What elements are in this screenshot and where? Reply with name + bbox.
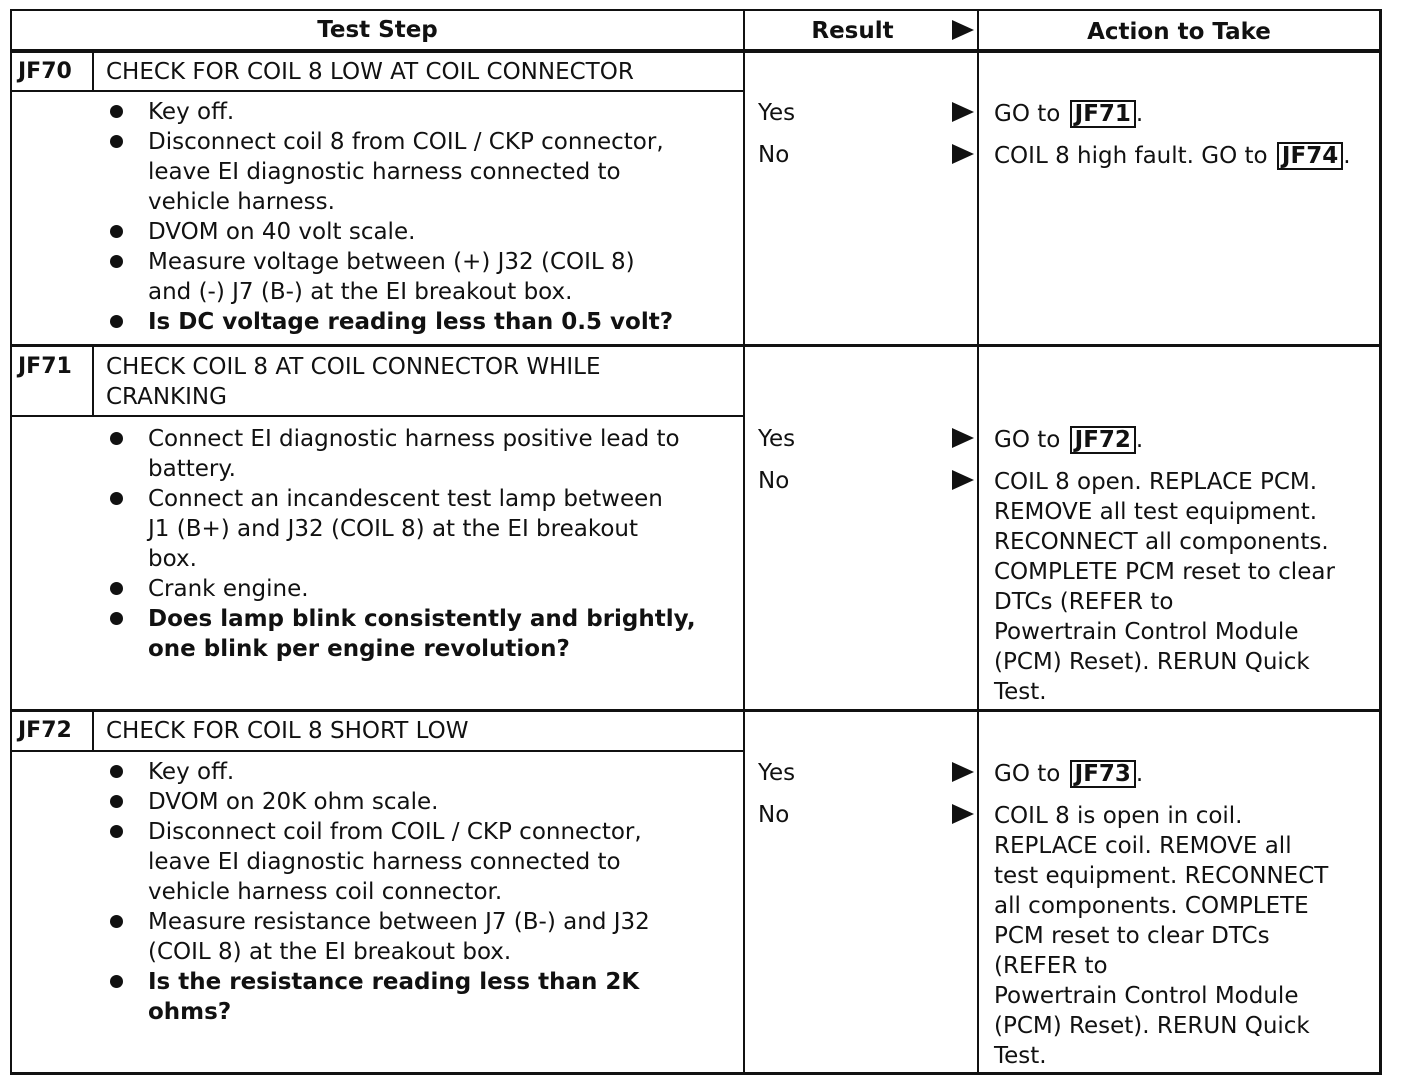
bullet-icon — [110, 975, 123, 988]
result-yes-jf70: Yes — [758, 100, 796, 126]
action-no-jf71: COIL 8 open. REPLACE PCM. REMOVE all test equipment. RECONNECT all components. COMPLETE PCM reset to clear DTCs (REFER to Powertrain Control Module (PCM) Reset). RERUN Quick Test. — [994, 469, 1335, 705]
list-item-cont: vehicle harness. — [148, 189, 335, 215]
step-bullets-jf72 — [106, 757, 650, 1027]
jf71-title-underline — [10, 415, 745, 417]
list-item: Key off. — [106, 97, 673, 127]
bullet-icon — [110, 765, 123, 778]
bullet-icon — [110, 105, 123, 118]
bullet-icon — [110, 255, 123, 268]
arrow-yes-jf70-icon — [952, 102, 974, 122]
ref-jf73-link[interactable]: JF73 — [1070, 760, 1136, 788]
arrow-no-jf71-icon — [952, 470, 974, 490]
header-bottom-border — [10, 49, 1382, 53]
bullet-icon — [110, 315, 123, 328]
bullet-icon — [110, 825, 123, 838]
list-item-cont: one blink per engine revolution? — [148, 636, 570, 662]
list-item: Connect EI diagnostic harness positive lead to — [106, 424, 696, 454]
col-divider-test-result — [743, 9, 745, 1075]
list-item: DVOM on 20K ohm scale. — [106, 787, 650, 817]
bullet-icon — [110, 915, 123, 928]
ref-jf74-link[interactable]: JF74 — [1277, 142, 1343, 170]
table-right-border — [1379, 9, 1382, 1075]
jf72-id-divider — [92, 711, 94, 752]
list-item: Key off. — [106, 757, 650, 787]
result-no-jf71: No — [758, 468, 790, 494]
arrow-yes-jf71-icon — [952, 428, 974, 448]
row-separator-jf70-jf71 — [10, 344, 1382, 347]
ref-jf71-link[interactable]: JF71 — [1070, 100, 1136, 128]
header-test-step: Test Step — [317, 17, 438, 43]
step-title-jf70: CHECK FOR COIL 8 LOW AT COIL CONNECTOR — [106, 59, 634, 85]
list-item-cont: battery. — [148, 456, 236, 482]
header-result: Result — [811, 18, 894, 44]
step-id-jf71: JF71 — [18, 354, 72, 379]
bullet-icon — [110, 432, 123, 445]
col-divider-result-action — [977, 9, 979, 1075]
bullet-icon — [110, 492, 123, 505]
result-no-jf72: No — [758, 802, 790, 828]
step-title-jf72: CHECK FOR COIL 8 SHORT LOW — [106, 718, 469, 744]
list-item-cont: leave EI diagnostic harness connected to — [148, 849, 621, 875]
bullet-icon — [110, 795, 123, 808]
list-item-cont: and (-) J7 (B-) at the EI breakout box. — [148, 279, 573, 305]
list-item: DVOM on 40 volt scale. — [106, 217, 673, 247]
bullet-icon — [110, 612, 123, 625]
bullet-icon — [110, 225, 123, 238]
list-item: Measure voltage between (+) J32 (COIL 8) — [106, 247, 673, 277]
header-action: Action to Take — [1087, 19, 1271, 45]
table-left-border — [10, 9, 12, 1075]
step-id-jf72: JF72 — [18, 718, 72, 743]
step-id-jf70: JF70 — [18, 59, 72, 84]
list-item-question: Does lamp blink consistently and brightly, — [106, 604, 696, 634]
list-item-question: Is the resistance reading less than 2K — [106, 967, 650, 997]
action-no-jf70: COIL 8 high fault. GO to JF74 . — [994, 143, 1351, 169]
list-item: Crank engine. — [106, 574, 696, 604]
action-yes-jf71: GO to JF72 . — [994, 427, 1144, 453]
list-item: Measure resistance between J7 (B-) and J32 — [106, 907, 650, 937]
action-yes-jf72: GO to JF73 . — [994, 761, 1144, 787]
bullet-icon — [110, 135, 123, 148]
ref-jf72-link[interactable]: JF72 — [1070, 426, 1136, 454]
list-item-question: Is DC voltage reading less than 0.5 volt? — [106, 307, 673, 337]
list-item: Disconnect coil 8 from COIL / CKP connector, — [106, 127, 673, 157]
jf71-id-divider — [92, 346, 94, 417]
header-result-arrow-icon — [952, 20, 974, 40]
list-item-cont: (COIL 8) at the EI breakout box. — [148, 939, 512, 965]
jf70-title-underline — [10, 90, 745, 92]
result-yes-jf72: Yes — [758, 760, 796, 786]
row-separator-jf71-jf72 — [10, 709, 1382, 712]
action-no-jf72: COIL 8 is open in coil. REPLACE coil. REMOVE all test equipment. RECONNECT all components. COMPLETE PCM reset to clear DTCs (REFER to Powertrain Control Module (PCM) Reset). RERUN Quick Test. — [994, 803, 1329, 1069]
list-item-cont: J1 (B+) and J32 (COIL 8) at the EI breakout — [148, 516, 639, 542]
arrow-no-jf72-icon — [952, 804, 974, 824]
list-item-cont: ohms? — [148, 999, 232, 1025]
arrow-yes-jf72-icon — [952, 762, 974, 782]
table-bottom-border — [10, 1072, 1382, 1075]
result-yes-jf71: Yes — [758, 426, 796, 452]
list-item: Disconnect coil from COIL / CKP connector, — [106, 817, 650, 847]
list-item-cont: box. — [148, 546, 197, 572]
action-yes-jf70: GO to JF71 . — [994, 101, 1144, 127]
jf72-title-underline — [10, 750, 745, 752]
list-item-cont: vehicle harness coil connector. — [148, 879, 503, 905]
step-bullets-jf70 — [106, 97, 673, 337]
table-top-border — [10, 9, 1382, 11]
step-bullets-jf71 — [106, 424, 696, 664]
step-title-jf71: CHECK COIL 8 AT COIL CONNECTOR WHILE CRANKING — [106, 354, 601, 410]
bullet-icon — [110, 582, 123, 595]
result-no-jf70: No — [758, 142, 790, 168]
list-item: Connect an incandescent test lamp between — [106, 484, 696, 514]
list-item-cont: leave EI diagnostic harness connected to — [148, 159, 621, 185]
jf70-id-divider — [92, 51, 94, 92]
arrow-no-jf70-icon — [952, 144, 974, 164]
